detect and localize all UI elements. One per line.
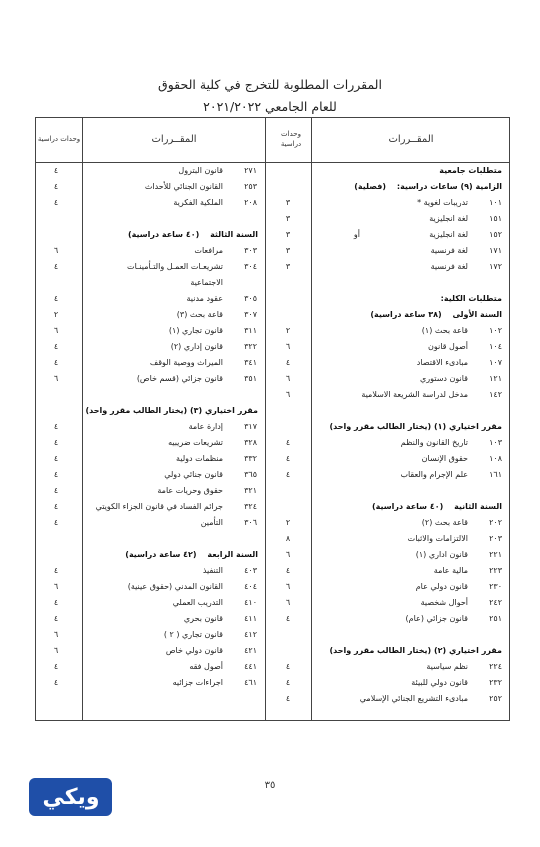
table-row [35, 195, 510, 211]
section-heading [35, 227, 510, 243]
course-name: حقوق الإنسان [421, 454, 468, 463]
course-code: ٣٢١ [244, 486, 257, 495]
table-row [35, 387, 510, 403]
course-units: ٤ [53, 262, 59, 271]
course-name: قانون جزائي (قسم خاص) [136, 374, 223, 383]
course-units: ٨ [285, 534, 291, 543]
section-heading-note: (٤٠ ساعة دراسية) [371, 502, 444, 511]
course-units: ٤ [53, 182, 59, 191]
course-code: ١٠١ [489, 198, 502, 207]
course-code: ١٢١ [489, 374, 502, 383]
units-header-right: وحدات دراسية [280, 130, 302, 148]
course-units: ٣ [285, 198, 291, 207]
course-code: ٢٠٨ [244, 198, 257, 207]
course-name: قانون تجاري ( ٢ ) [163, 630, 223, 639]
course-code: ٤٤١ [244, 662, 257, 671]
course-name: التأمين [200, 518, 223, 527]
course-units: ٦ [285, 390, 291, 399]
course-units: ٦ [285, 598, 291, 607]
course-units: ٤ [53, 438, 59, 447]
course-code: ٣٠٧ [244, 310, 257, 319]
course-name: قانون البترول [178, 166, 223, 175]
table-row [35, 371, 510, 387]
section-heading-text: متطلبات جامعية [439, 166, 502, 175]
course-name: جرائم الفساد في قانون الجزاء الكويتي [95, 502, 223, 511]
section-heading-note: (٤٠ ساعة دراسية) [127, 230, 200, 239]
course-units: ٣ [285, 214, 291, 223]
course-code: ١٠٤ [489, 342, 502, 351]
courses-header-left: المقــررات [151, 133, 197, 145]
table-row [35, 323, 510, 339]
table-row [35, 579, 510, 595]
courses-header-right: المقــررات [388, 133, 434, 145]
table-row [35, 435, 510, 451]
course-name: أصول قانون [428, 342, 468, 351]
course-name: مدخل لدراسة الشريعة الاسلامية [361, 390, 468, 399]
course-name: قانون دولي للبيئة [411, 678, 468, 687]
course-name: علم الإجرام والعقاب [400, 470, 468, 479]
course-code: ٤٠٤ [244, 582, 257, 591]
course-code: ٣٥١ [244, 374, 257, 383]
course-units: ٤ [53, 358, 59, 367]
course-code: ٣٠٣ [244, 246, 257, 255]
course-name: الميراث ووصية الوقف [149, 358, 223, 367]
course-units: ٤ [53, 598, 59, 607]
course-units: ٣ [285, 262, 291, 271]
course-name: أصول فقه [189, 662, 223, 671]
course-code: ٣٢٤ [244, 502, 257, 511]
course-name: الاجتماعية [190, 278, 223, 287]
table-row [35, 339, 510, 355]
section-heading-text: السنة الأولى (٣٨ ساعة دراسية) [370, 310, 502, 319]
course-code: ٣٤١ [244, 358, 257, 367]
course-code: ٤١٠ [244, 598, 257, 607]
course-name: مرافعات [194, 246, 223, 255]
course-code: ١٥٢ [489, 230, 502, 239]
section-heading-text: السنة الثالثة (٤٠ ساعة دراسية) [127, 230, 258, 239]
table-row [35, 179, 510, 195]
course-units: ٦ [285, 550, 291, 559]
course-code: ١٠٢ [489, 326, 502, 335]
course-units: ٢ [285, 518, 291, 527]
course-name: اجراءات جزائيه [172, 678, 223, 687]
course-units: ٤ [285, 662, 291, 671]
course-code: ٣٦٥ [244, 470, 257, 479]
course-code: ١٧٢ [489, 262, 502, 271]
course-code: ١٠٨ [489, 454, 502, 463]
course-code: ٢٢٤ [489, 662, 502, 671]
course-name: تاريخ القانون والنظم [400, 438, 468, 447]
course-units: ٤ [53, 662, 59, 671]
course-name: قاعة بحث (٣) [176, 310, 223, 319]
course-units: ٤ [53, 294, 59, 303]
course-units: ٤ [53, 198, 59, 207]
course-units: ٤ [53, 454, 59, 463]
course-units: ٤ [285, 566, 291, 575]
course-units: ٤ [53, 166, 59, 175]
course-code: ٣٢٢ [244, 342, 257, 351]
table-row [35, 691, 510, 707]
table-row [35, 211, 510, 227]
page-title [0, 74, 540, 118]
course-name: قاعة بحث (٢) [421, 518, 468, 527]
course-code: ٢٢٣ [489, 566, 502, 575]
course-name: القانون المدني (حقوق عينية) [127, 582, 223, 591]
course-units: ٦ [53, 326, 59, 335]
course-code: ٤١١ [244, 614, 257, 623]
course-name: قانون دستوري [420, 374, 468, 383]
course-name: قانون تجاري (١) [168, 326, 223, 335]
course-units: ٦ [285, 342, 291, 351]
table-row [35, 467, 510, 483]
course-name: منظمات دولية [176, 454, 223, 463]
course-code: ٢٠٣ [489, 534, 502, 543]
course-name: مبادىء الاقتصاد [416, 358, 468, 367]
course-code: ٢٧١ [244, 166, 257, 175]
course-code: ٢٣٠ [489, 582, 502, 591]
course-code: ٢٥٢ [489, 694, 502, 703]
course-code: ٢٢١ [489, 550, 502, 559]
table-row [35, 419, 510, 435]
course-units: ٣ [285, 230, 291, 239]
table-row [35, 675, 510, 691]
course-code: ٣٢٨ [244, 438, 257, 447]
table-row [35, 259, 510, 275]
course-units: ٢ [53, 310, 59, 319]
table-row [35, 275, 510, 291]
course-code: ١٠٣ [489, 438, 502, 447]
section-heading-text: السنة الرابعة (٤٢ ساعة دراسية) [125, 550, 258, 559]
course-name: أحوال شخصية [420, 598, 468, 607]
course-units: ٤ [285, 438, 291, 447]
course-code: ٣١١ [244, 326, 257, 335]
course-code: ١٤٢ [489, 390, 502, 399]
page-number: ٣٥ [264, 780, 276, 791]
course-name: قانون إداري (٢) [170, 342, 223, 351]
table-row [35, 563, 510, 579]
course-units: ٦ [53, 630, 59, 639]
course-name: قانون دولي خاص [165, 646, 223, 655]
course-units: ٢ [285, 326, 291, 335]
course-code: ٤٠٣ [244, 566, 257, 575]
course-name: قانون دولي عام [415, 582, 468, 591]
course-name: قانون بحري [183, 614, 223, 623]
course-code: ٢٠٢ [489, 518, 502, 527]
course-name: التنفيذ [202, 566, 223, 575]
table-row [35, 499, 510, 515]
course-name: تشريعـات العمـل والتـأمينـات [127, 262, 223, 271]
course-name: تدريبات لغوية * [417, 198, 468, 207]
course-code: ٢٥٣ [244, 182, 257, 191]
section-heading-text: مقرر اختياري (١) (يختار الطالب مقرر واحد) [329, 422, 502, 431]
course-units: ٦ [53, 646, 59, 655]
table-row [35, 355, 510, 371]
course-name: لغة انجليزية [429, 214, 468, 223]
course-name: قانون اداري (١) [415, 550, 468, 559]
course-units: ٤ [285, 358, 291, 367]
title-line-1: المقررات المطلوبة للتخرج في كلية الحقوق [158, 77, 382, 92]
course-units: ٤ [53, 470, 59, 479]
course-units: ٦ [53, 246, 59, 255]
section-heading-note: (فصلية) [354, 182, 387, 191]
course-name: تشريعات ضريبيه [168, 438, 223, 447]
course-code: ٣٠٦ [244, 518, 257, 527]
section-heading-text: مقرر اختياري (٣) (يختار الطالب مقرر واحد) [85, 406, 258, 415]
table-row [35, 291, 510, 307]
units-header-left: وحدات دراسية [37, 135, 81, 143]
course-code: ١٦١ [489, 470, 502, 479]
course-code: ٢٤٢ [489, 598, 502, 607]
course-code: ٢٥١ [489, 614, 502, 623]
section-heading-text: الزامية (٩) ساعات دراسية: (فصلية) [354, 182, 502, 191]
title-line-2: للعام الجامعي ٢٠٢١/٢٠٢٢ [203, 99, 337, 114]
svg-text:ويكي: ويكي [42, 785, 99, 810]
table-row [35, 611, 510, 627]
course-units: ٤ [53, 614, 59, 623]
course-code: ٤٦١ [244, 678, 257, 687]
course-name: القانون الجنائي للأحداث [144, 182, 223, 191]
course-code: ٢٣٢ [489, 678, 502, 687]
course-name: قانون جزائي (عام) [405, 614, 468, 623]
course-code: ١٥١ [489, 214, 502, 223]
course-units: ٦ [285, 582, 291, 591]
course-name: مالية عامة [433, 566, 468, 575]
course-name: التدريب العملي [172, 598, 223, 607]
course-units: ٤ [53, 342, 59, 351]
courses-table [35, 117, 510, 721]
section-heading-note: (٤٢ ساعة دراسية) [125, 550, 197, 559]
table-row [35, 307, 510, 323]
course-units: ٤ [53, 422, 59, 431]
course-code: ١٧١ [489, 246, 502, 255]
course-units: ٦ [285, 374, 291, 383]
section-heading-text: متطلبات الكلية: [440, 294, 502, 303]
course-code: ٣٣٢ [244, 454, 257, 463]
section-heading [35, 547, 510, 563]
course-units: ٤ [53, 518, 59, 527]
course-code: ٣٠٥ [244, 294, 257, 303]
course-name: لغة انجليزية [429, 230, 468, 239]
course-code: ١٠٧ [489, 358, 502, 367]
course-code: ٤٢١ [244, 646, 257, 655]
course-units: ٤ [53, 486, 59, 495]
course-name: عقود مدنية [186, 294, 223, 303]
course-name: قاعة بحث (١) [421, 326, 468, 335]
course-name: لغة فرنسية [430, 246, 468, 255]
table-row [35, 163, 510, 179]
table-row [35, 659, 510, 675]
section-heading [35, 403, 510, 419]
table-row [35, 627, 510, 643]
course-name: نظم سياسية [426, 662, 468, 671]
table-row [35, 531, 510, 547]
course-name: الالتزامات والاثبات [407, 534, 468, 543]
course-units: ٤ [285, 614, 291, 623]
table-row [35, 483, 510, 499]
course-name: لغة فرنسية [430, 262, 468, 271]
table-row [35, 595, 510, 611]
course-units: ٦ [53, 582, 59, 591]
table-row [35, 643, 510, 659]
course-units: ٤ [53, 502, 59, 511]
table-row [35, 451, 510, 467]
course-units: ٤ [53, 566, 59, 575]
course-units: ٤ [285, 678, 291, 687]
course-code: ٣١٧ [244, 422, 257, 431]
course-alternative-marker: أو [353, 230, 360, 239]
section-heading-text: السنة الثانية (٤٠ ساعة دراسية) [371, 502, 502, 511]
course-units: ٦ [53, 374, 59, 383]
section-heading-note: (٣٨ ساعة دراسية) [370, 310, 442, 319]
table-row [35, 243, 510, 259]
course-units: ٤ [285, 694, 291, 703]
course-name: قانون جنائي دولي [164, 470, 223, 479]
course-code: ٣٠٤ [244, 262, 257, 271]
course-name: حقوق وحريات عامة [157, 486, 223, 495]
section-heading-text: مقرر اختياري (٢) (يختار الطالب مقرر واحد) [329, 646, 502, 655]
course-units: ٤ [285, 454, 291, 463]
course-code: ٤١٢ [244, 630, 257, 639]
table-row [35, 515, 510, 531]
course-name: مبادىء التشريع الجنائي الإسلامي [359, 694, 468, 703]
course-units: ٣ [285, 246, 291, 255]
course-units: ٤ [285, 470, 291, 479]
course-name: إدارة عامة [188, 422, 223, 431]
course-units: ٤ [53, 678, 59, 687]
course-name: الملكية الفكرية [173, 198, 223, 207]
